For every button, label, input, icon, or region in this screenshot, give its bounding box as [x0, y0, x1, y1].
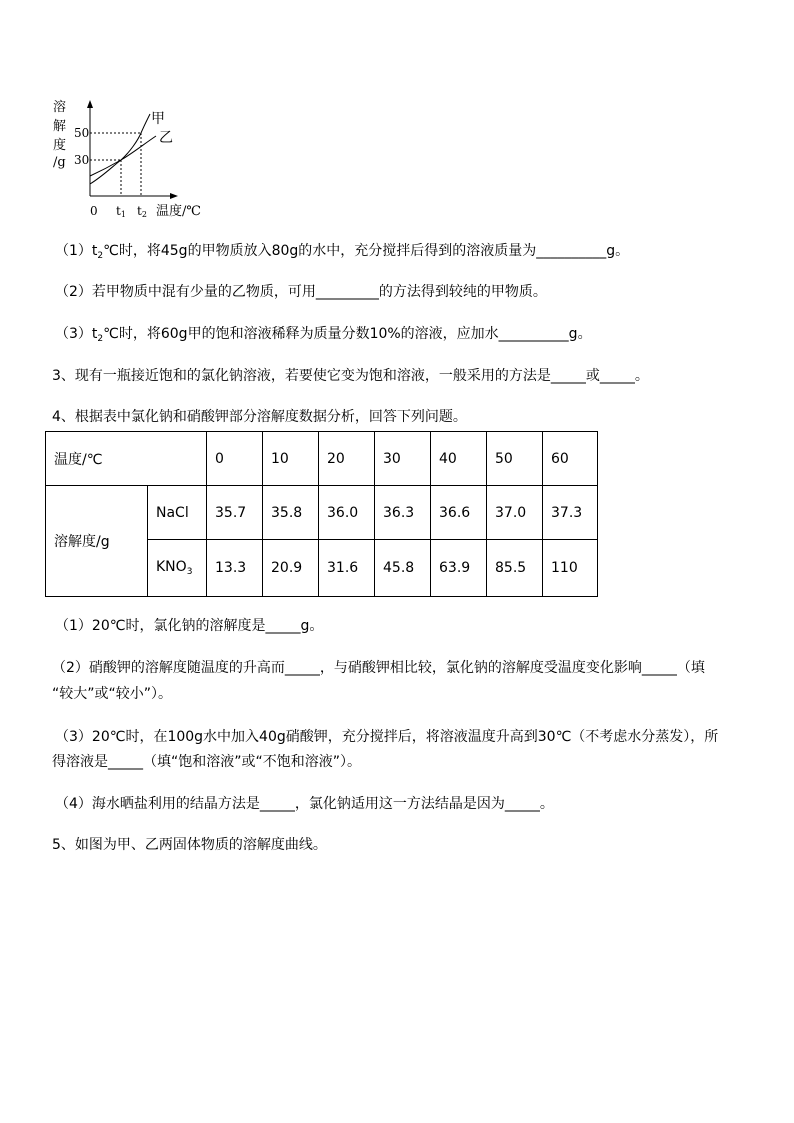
table-cell: 13.3	[207, 540, 263, 597]
curve-yi	[90, 136, 156, 176]
table-cell: 40	[431, 432, 487, 486]
question-5: 5、如图为甲、乙两固体物质的溶解度曲线。	[52, 837, 327, 853]
series-label-yi: 乙	[159, 130, 173, 146]
q2-part3: $(3)t_2℃$时，将60g甲的饱和溶液稀释为质量分数10%的溶液，应加水__________g。	[55, 326, 592, 344]
table-cell: 60	[543, 432, 598, 486]
solubility-curve-chart	[48, 96, 218, 226]
question-3: 3、现有一瓶接近饱和的氯化钠溶液，若要使它变为饱和溶液，一般采用的方法是_____或_____。	[52, 368, 649, 384]
q4-part2-line2: “较大”或“较小”）。	[52, 686, 173, 702]
table-cell: 31.6	[319, 540, 375, 597]
table-cell: 20	[319, 432, 375, 486]
origin-label: 0	[90, 204, 98, 218]
x-axis-arrow	[170, 193, 178, 199]
y-label-char: /g	[53, 155, 66, 170]
kno3-label: $KNO_3$	[148, 540, 207, 597]
question-4-intro: 4、根据表中氯化钠和硝酸钾部分溶解度数据分析，回答下列问题。	[52, 409, 467, 425]
table-cell: 10	[263, 432, 319, 486]
y-tick-50: 50	[74, 126, 90, 140]
table-cell: 63.9	[431, 540, 487, 597]
series-label-jia: 甲	[151, 111, 165, 127]
q4-part2-line1: （2）硝酸钾的溶解度随温度的升高而_____，与硝酸钾相比较，氯化钠的溶解度受温度变化影响_____（填	[52, 660, 705, 676]
q4-part1: （1）20℃时，氯化钠的溶解度是_____g。	[55, 618, 324, 634]
table-cell: 37.0	[487, 486, 543, 540]
table-cell: 36.6	[431, 486, 487, 540]
nacl-label: NaCl	[148, 486, 207, 540]
table-cell: 0	[207, 432, 263, 486]
q4-part4: （4）海水晒盐利用的结晶方法是_____，氯化钠适用这一方法结晶是因为_____。	[55, 796, 554, 812]
table-cell: 37.3	[543, 486, 598, 540]
y-tick-30: 30	[74, 153, 90, 167]
table-cell: 85.5	[487, 540, 543, 597]
table-cell: 35.8	[263, 486, 319, 540]
table-cell: 20.9	[263, 540, 319, 597]
q2-part2: （2）若甲物质中混有少量的乙物质，可用_________的方法得到较纯的甲物质。	[55, 284, 547, 300]
q4-part3-line2: 得溶液是_____（填“饱和溶液”或“不饱和溶液”）。	[52, 754, 362, 770]
y-label-char: 度	[53, 138, 67, 153]
table-cell: 35.7	[207, 486, 263, 540]
y-label-char: 溶	[53, 100, 67, 115]
q2-part1: $(1)t_2℃$时，将45g的甲物质放入80g的水中，充分搅拌后得到的溶液质量为__________g。	[55, 243, 630, 261]
x-axis-label: 温度/℃	[156, 204, 201, 219]
table-cell: 36.0	[319, 486, 375, 540]
solubility-header: 溶解度/g	[46, 486, 148, 597]
table-row	[46, 432, 598, 486]
temp-header: 温度/℃	[46, 432, 207, 486]
q4-part3-line1: （3）20℃时，在100g水中加入40g硝酸钾，充分搅拌后，将溶液温度升高到30℃（不考虑水分蒸发），所	[55, 729, 719, 745]
table-cell: 36.3	[375, 486, 431, 540]
solubility-table	[45, 431, 598, 597]
y-label-char: 解	[53, 119, 67, 134]
table-cell: 30	[375, 432, 431, 486]
x-tick-t1: t1	[116, 204, 126, 219]
x-tick-t2: t2	[137, 204, 147, 219]
table-cell: 45.8	[375, 540, 431, 597]
table-cell: 110	[543, 540, 598, 597]
y-axis-arrow	[87, 100, 93, 108]
table-cell: 50	[487, 432, 543, 486]
table-row	[46, 486, 598, 540]
